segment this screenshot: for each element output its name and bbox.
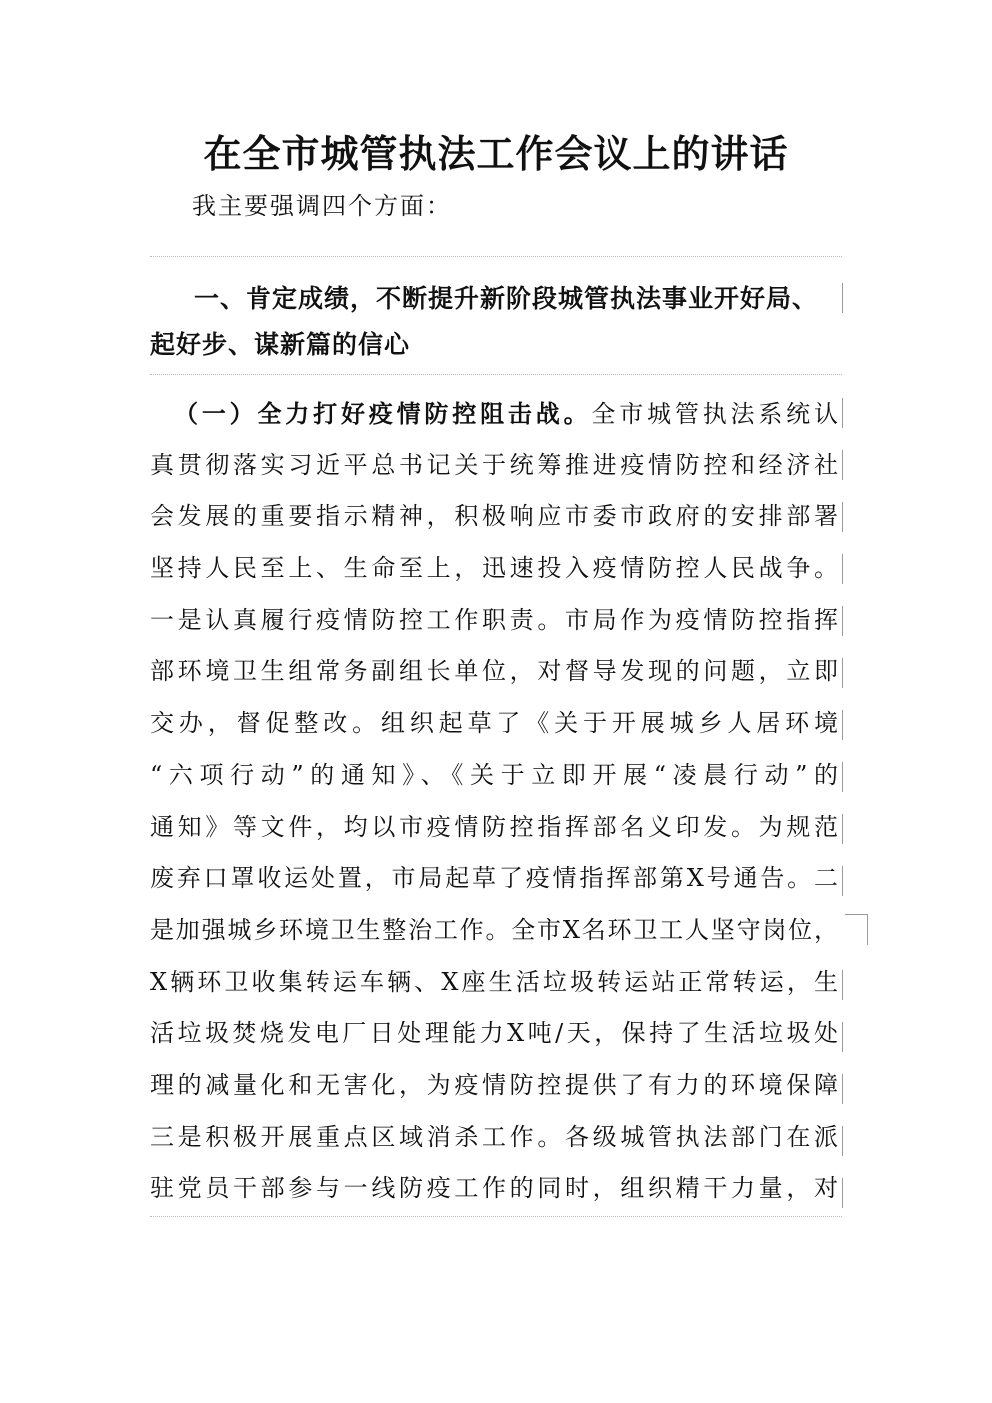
paragraph-line: 活垃圾焚烧发电厂日处理能力X吨/天，保持了生活垃圾处 bbox=[150, 1019, 838, 1048]
section-heading-line-1: 一、肯定成绩，不断提升新阶段城管执法事业开好局、 bbox=[194, 284, 819, 313]
margin-mark bbox=[842, 450, 843, 480]
margin-mark bbox=[842, 283, 843, 313]
margin-mark bbox=[842, 970, 843, 1000]
paragraph-line: 真贯彻落实习近平总书记关于统筹推进疫情防控和经济社 bbox=[150, 450, 838, 479]
paragraph-line: 理的减量化和无害化，为疫情防控提供了有力的环境保障 bbox=[150, 1070, 838, 1099]
margin-mark bbox=[842, 398, 843, 428]
divider-top bbox=[150, 256, 842, 257]
margin-mark bbox=[842, 606, 843, 636]
margin-mark bbox=[842, 866, 843, 896]
margin-mark bbox=[842, 658, 843, 688]
section-heading bbox=[150, 276, 830, 368]
margin-mark bbox=[842, 502, 843, 532]
divider-bottom bbox=[150, 1216, 842, 1217]
margin-mark bbox=[842, 1074, 843, 1104]
margin-mark bbox=[842, 710, 843, 740]
margin-mark bbox=[842, 1126, 843, 1156]
margin-mark bbox=[842, 762, 843, 792]
margin-corner-mark bbox=[845, 914, 868, 945]
paragraph-line: 交办，督促整改。组织起草了《关于开展城乡人居环境 bbox=[150, 709, 838, 738]
paragraph-line: 废弃口罩收运处置，市局起草了疫情指挥部第X号通告。二 bbox=[150, 864, 838, 893]
margin-mark bbox=[842, 1022, 843, 1052]
paragraph-line: 一是认真履行疫情防控工作职责。市局作为疫情防控指挥 bbox=[150, 605, 838, 634]
intro-text: 我主要强调四个方面： bbox=[192, 192, 452, 220]
margin-mark bbox=[842, 814, 843, 844]
paragraph-line-1 bbox=[150, 388, 838, 440]
paragraph-line: 三是积极开展重点区域消杀工作。各级城管执法部门在派 bbox=[150, 1122, 838, 1151]
margin-mark bbox=[842, 1178, 843, 1208]
body-paragraph bbox=[150, 388, 850, 1215]
section-heading-line-2: 起好步、谋新篇的信心 bbox=[150, 330, 411, 359]
paragraph-line: 会发展的重要指示精神，积极响应市委市政府的安排部署 bbox=[150, 502, 838, 531]
paragraph-lead: （一）全力打好疫情防控阻击战。 bbox=[174, 399, 592, 428]
document-title: 在全市城管执法工作会议上的讲话 bbox=[203, 131, 789, 176]
paragraph-first-rest: 全市城管执法系统认 bbox=[591, 400, 838, 428]
paragraph-line: 是加强城乡环境卫生整治工作。全市X名环卫工人坚守岗位， bbox=[150, 915, 838, 944]
paragraph-line: 坚持人民至上、生命至上，迅速投入疫情防控人民战争。 bbox=[150, 554, 838, 583]
paragraph-line: “六项行动”的通知》、《关于立即开展“凌晨行动”的 bbox=[150, 760, 838, 789]
paragraph-line: X辆环卫收集转运车辆、X座生活垃圾转运站正常转运，生 bbox=[150, 967, 838, 996]
paragraph-line: 通知》等文件，均以市疫情防控指挥部名义印发。为规范 bbox=[150, 812, 838, 841]
divider-middle bbox=[150, 374, 842, 375]
margin-mark bbox=[842, 554, 843, 584]
paragraph-line: 驻党员干部参与一线防疫工作的同时，组织精干力量，对 bbox=[150, 1174, 838, 1203]
paragraph-line: 部环境卫生组常务副组长单位，对督导发现的问题，立即 bbox=[150, 657, 838, 686]
